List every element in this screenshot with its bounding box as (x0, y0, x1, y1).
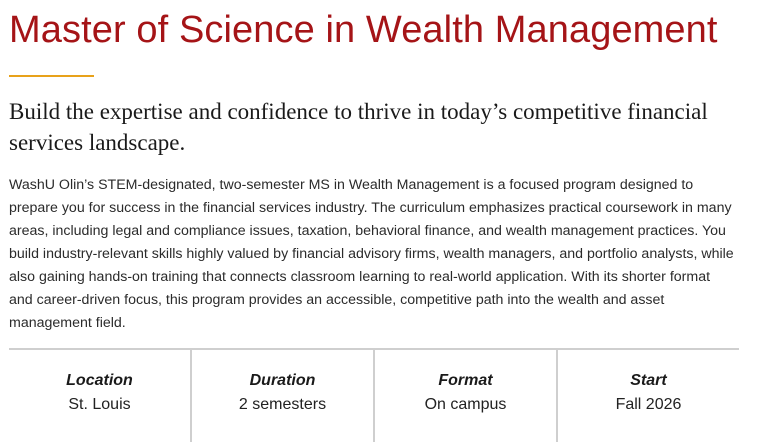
program-facts-table (9, 348, 739, 442)
page-title: Master of Science in Wealth Management (9, 9, 718, 51)
fact-duration (190, 350, 373, 442)
fact-location (9, 350, 190, 442)
fact-value: St. Louis (68, 396, 131, 413)
fact-label: Location (66, 372, 133, 389)
fact-value: Fall 2026 (615, 396, 682, 413)
fact-value: 2 semesters (238, 396, 327, 413)
fact-format (373, 350, 556, 442)
fact-label: Duration (249, 372, 316, 389)
program-description: WashU Olin’s STEM-designated, two-semester MS in Wealth Management is a focused program designed to prepare you for success in the financial services industry. The curriculum emphasizes practical coursework in many areas, including legal and compliance issues, taxation, behavioral finance, and wealth management practices. You build industry-relevant skills highly valued by financial advisory firms, wealth managers, and portfolio analysts, while also gaining hands-on training that connects classroom learning to real-world application. With its shorter format and career-driven focus, this program provides an accessible, competitive path into the wealth and asset management field. (9, 177, 734, 331)
fact-start (556, 350, 739, 442)
fact-value: On campus (424, 396, 507, 413)
page-subtitle: Build the expertise and confidence to thrive in today’s competitive financial services landscape. (9, 99, 708, 155)
fact-label: Format (438, 372, 493, 389)
accent-rule (9, 75, 94, 77)
fact-label: Start (630, 372, 667, 389)
